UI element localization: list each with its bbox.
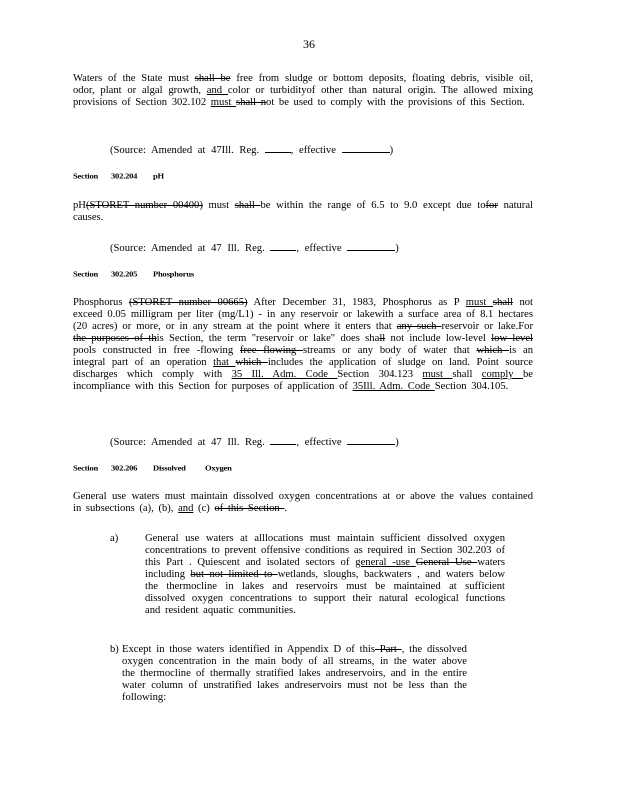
page-number: 36 bbox=[303, 37, 315, 51]
dissolved-oxygen-paragraph: General use waters must maintain dissolved oxygen concentrations at or above the values contained in subsections (a), (b), and (c) of this Section . bbox=[73, 491, 533, 514]
source-note-3: (Source: Amended at 47 Ill. Reg. , effective ) bbox=[110, 437, 399, 448]
item-a-label: a) bbox=[110, 533, 119, 544]
section-heading-ph: Section 302.204 pH bbox=[73, 171, 164, 181]
section-heading-dissolved-oxygen: Section 302.206 Dissolved Oxygen bbox=[73, 463, 232, 473]
item-b-label: b) bbox=[110, 644, 119, 655]
section-heading-phosphorus: Section 302.205 Phosphorus bbox=[73, 269, 194, 279]
item-b-text: Except in those waters identified in Appendix D of this Part , the dissolved oxygen concentration in the main body of all streams, in the water above the thermocline of thermally stratified lakes andreservoirs, and in the entire water column of unstratified lakes andreservoirs must not be less than the following: bbox=[122, 644, 467, 703]
source-note-1: (Source: Amended at 47Ill. Reg. , effective ) bbox=[110, 145, 394, 156]
source-note-2: (Source: Amended at 47 Ill. Reg. , effective ) bbox=[110, 243, 399, 254]
item-a-text: General use waters at alllocations must maintain sufficient dissolved oxygen concentrations to prevent offensive conditions as required in Section 302.203 of this Part . Quiescent and isolated sectors of general -use General Use waters including but not limited to wetlands, sloughs, backwaters , and waters below the thermocline in lakes and reservoirs must be maintained at sufficient dissolved oxygen concentrations to support their natural ecological functions and resident aquatic communities. bbox=[145, 533, 506, 616]
ph-paragraph: pH(STORET number 00400) must shall be within the range of 6.5 to 9.0 except due tofor natural causes. bbox=[73, 200, 533, 223]
waters-paragraph: Waters of the State must shall be free from sludge or bottom deposits, floating debris, visible oil, odor, plant or algal growth, and color or turbidityof other than natural origin. The allowed mixing provisions of Section 302.102 must shall not be used to comply with the provisions of this Section. bbox=[73, 73, 533, 108]
phosphorus-paragraph: Phosphorus (STORET number 00665) After December 31, 1983, Phosphorus as P must shall not exceed 0.05 milligram per liter (mg/L1) - in any reservoir or lakewith a surface area of 8.1 hectares (20 acres) or more, or in any stream at the point where it enters that any such reservoir or lake.For the purposes of this Section, the term "reservoir or lake" does shall not include low-level low level pools constructed in free -flowing free flowing streams or any body of water that which is an integral part of an operation that which includes the application of sludge on land. Point source discharges which comply with 35 Ill. Adm. Code Section 304.123 must shall comply be incompliance with this Section for purposes of application of 35Ill. Adm. Code Section 304.105. bbox=[73, 297, 533, 392]
